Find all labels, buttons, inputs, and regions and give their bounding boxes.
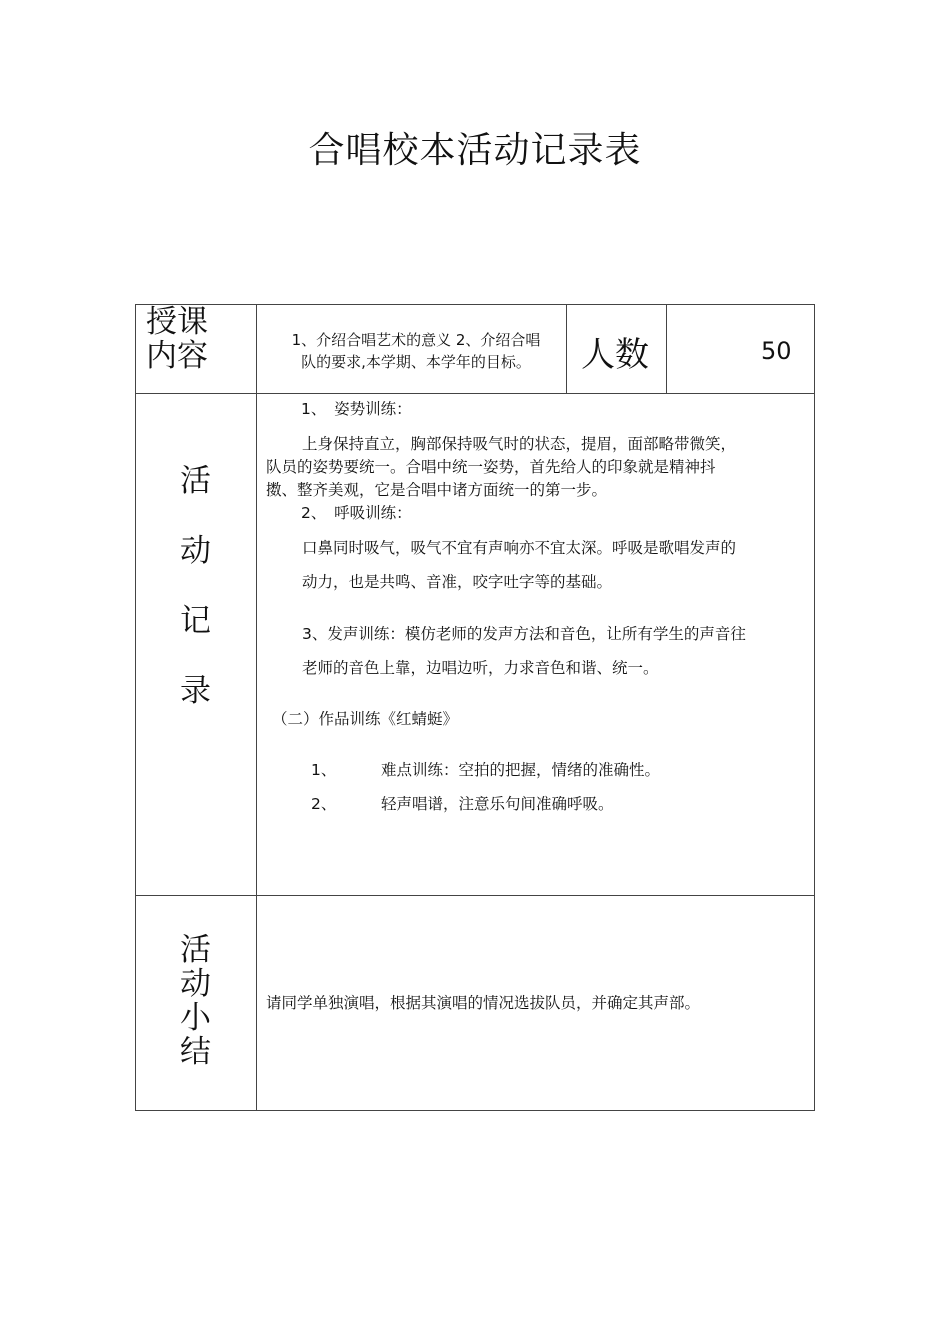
record-line: 1、 姿势训练： xyxy=(301,400,412,418)
record-line-number: 2、 xyxy=(311,795,337,813)
label-char: 动 xyxy=(180,533,211,569)
label-char: 结 xyxy=(180,1034,211,1070)
text-line: 队的要求,本学期、本学年的目标。 xyxy=(301,353,531,371)
row-label-line: 内容 xyxy=(146,338,208,374)
record-line: 口鼻同时吸气，吸气不宜有声响亦不宜太深。呼吸是歌唱发声的 xyxy=(302,539,737,557)
row-divider xyxy=(136,393,814,394)
record-line: 轻声唱谱，注意乐句间准确呼吸。 xyxy=(381,795,614,813)
column-divider xyxy=(666,305,667,393)
row-label-course-content xyxy=(146,305,208,373)
record-line: 3、发声训练：模仿老师的发声方法和音色，让所有学生的声音往 xyxy=(302,625,746,643)
record-line: 2、 呼吸训练： xyxy=(301,504,412,522)
row-label-line: 授课 xyxy=(146,304,208,340)
record-line-number: 1、 xyxy=(311,761,337,779)
record-line: 老师的音色上靠，边唱边听，力求音色和谐、统一。 xyxy=(302,659,659,677)
label-char: 录 xyxy=(180,673,211,709)
label-char: 小 xyxy=(180,1000,211,1036)
row-divider xyxy=(136,895,814,896)
record-line: 动力，也是共鸣、音准，咬字吐字等的基础。 xyxy=(302,573,613,591)
column-divider xyxy=(256,305,257,1110)
record-line: （二）作品训练《红蜻蜓》 xyxy=(272,710,459,728)
row-label-activity-summary xyxy=(180,933,211,1069)
record-line: 上身保持直立，胸部保持吸气时的状态，提眉，面部略带微笑， xyxy=(302,435,737,453)
activity-record-table xyxy=(135,304,815,1111)
label-char: 动 xyxy=(180,966,211,1002)
summary-text: 请同学单独演唱，根据其演唱的情况选拔队员，并确定其声部。 xyxy=(266,994,701,1012)
text-line: 1、介绍合唱艺术的意义 2、介绍合唱 xyxy=(291,331,541,349)
row-label-activity-record xyxy=(180,455,211,735)
page-title: 合唱校本活动记录表 xyxy=(308,130,642,171)
course-content-text xyxy=(266,329,566,373)
column-divider xyxy=(566,305,567,393)
record-line: 队员的姿势要统一。合唱中统一姿势，首先给人的印象就是精神抖 xyxy=(266,458,716,476)
count-value: 50 xyxy=(761,337,792,365)
count-label: 人数 xyxy=(581,335,649,375)
label-char: 活 xyxy=(180,463,211,499)
label-char: 活 xyxy=(180,932,211,968)
record-line: 擞、整齐美观，它是合唱中诸方面统一的第一步。 xyxy=(266,481,608,499)
record-line: 难点训练：空拍的把握，情绪的准确性。 xyxy=(381,761,661,779)
label-char: 记 xyxy=(180,603,211,639)
